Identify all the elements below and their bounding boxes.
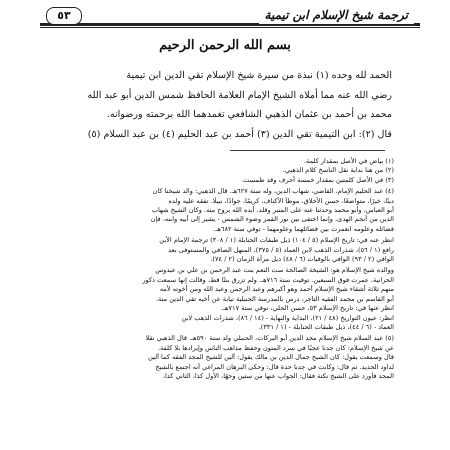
footnote-line: الوافي (٢ / ٩٣) الوافي بالوفيات (٦ / ٤٨) ذيل مرآة الزمان (٢ / ٧٤). — [210, 255, 394, 264]
main-line: الحمد لله وحده (١) نبذة من سيرة شيخ الإسلام تقي الدين ابن تيمية — [126, 70, 392, 81]
footnote-line: انظر: عيون التواريخ (٤٨ / ٢١)، البداية والنهاية - (١٤ / ٨٦)، شذرات الذهب لابن — [181, 313, 394, 322]
page-number: ٥٣ — [46, 7, 82, 25]
footnote-line: (٤) عبد الحليم الإمام، القاضي، شهاب الدين، وله ستة ٦٢٧هـ. قال الذهبي: والد شيخنا كان — [152, 187, 394, 196]
main-line: قال (٢): ابن التيمية تقي الدين (٣) أحمد بن عبد الحليم (٤) بن عبد السلام (٥) — [87, 128, 392, 140]
footnote-line: (١) بياض في الأصل بمقدار كلمة. — [303, 157, 394, 165]
footnote-line: أبو العباس، وأبو محمد وحدثنا عنه على المنبر وقلد، أيده الله بروح منه. وكان الشيخ شهاب — [151, 206, 394, 215]
footnote-line: (٥) عبد السلام شيخ الإسلام مجد الدين أبو البركات، الحنبلي ولد ستة ٥٩٠هـ. قال الذهبي نقلا — [145, 334, 394, 343]
footnote-line: دينًا، خيرًا، متواضعًا، حسن الأخلاق، موطأ الأكناف، كريمًا، جوادًا، نبيلًا. تفقه عليه ولده — [168, 196, 394, 205]
page-header — [40, 6, 420, 30]
footnote-line: ووالده شيخ الإسلام هو: الشيخة الصالحة ست النعم بنت عبد الرحمن بن علي بن عبدوس — [155, 266, 394, 275]
footnote-line: قال وسمعت يقول: كان الشيخ جمال الدين بن مالك يقول: أُلين للشيخ المجد الفقه كما أُلين — [148, 353, 394, 362]
footnote-line: رافع (١ / ٥٦)، شذرات الذهب لابن العماد (٥ / ٣٧٥)، المنهل الصافي والمستوفى بعد — [168, 245, 394, 254]
footnote-line: انظر عنه في: تاريخ الإسلام (٥ / ١٠٤) ذيل طبقات الحنابلة (١ / ٣٠٨) ترجمة الإمام الأبن — [159, 236, 394, 245]
footnotes — [62, 157, 394, 381]
footnote-line: لداود الحديد. ثم قال: وكانت في جدنا حدة قال: وحكى البرهان المراغي أنه اجتمع بالشيخ — [155, 362, 394, 371]
footnote-line: الدين من أنجم الهدى، وإنما اختفى بين نور القمر وضوء الشمس - يشير إلى أبيه وابنه، فإن — [150, 215, 394, 224]
running-head: ترجمة شيخ الإسلام ابن تيمية — [259, 6, 414, 24]
footnote-line: العماد - (٦ / ٤٤)، ذيل طبقات الحنابلة - (١ / ٣٣١). — [258, 322, 394, 331]
footnote-line: (٣) في الأصل كلمتين بمقدار خمسة أحرف وقد طمست. — [241, 175, 394, 184]
header-rule-thin — [40, 27, 420, 28]
main-line: محمد بن أحمد بن عثمان الذهبي الشافعي تغمدهما الله برحمته ورضوانه. — [106, 109, 392, 120]
footnote-divider — [230, 150, 385, 151]
footnote-line: (٢) من هنا بداية نقل الناسخ كلام الذهبي. — [282, 166, 394, 175]
footnote-line: فضائله وعلومه انغمرت بين فضائلهما وعلومهما - توفي ستة ٦٨٢هـ. — [213, 224, 394, 233]
footnote-line: انظر عنها في: تاريخ الإسلام ٥٣، حسن الحلي، توفي ستة ٧١٧هـ. — [221, 304, 394, 313]
main-text — [74, 66, 392, 144]
footnote-line: منهم ثلاثة أشقاء شيخ الإسلام أحمد وهو أكبرهم وعبد الرحمن وعبد الله ومن أخوته لأمه — [159, 285, 394, 294]
basmala: بسم الله الرحمن الرحيم — [159, 38, 291, 53]
footnote-line: أبو القاسم بن محمد الفقيه التاجر، درس بالمدرسة الحنبلية نيابة عن أخيه تقي الدين منة. — [155, 294, 394, 303]
footnote-line: عن شيخ الإسلام: كان جدنا عجبًا في سرد المتون وحفظ مذاهب الناس وإيرادها بلا كلفة. — [158, 343, 394, 352]
footnote-line: الحرانية، عمرت فوق السبعين. توفيت ستة ٧١٦هـ. ولم تزرق بنتًا قط، وقالت إنها سمعت ذكور — [142, 275, 394, 284]
main-line: رضي الله عنه مما أملاه الشيخ الإمام العلامة الحافظ شمس الدين أبو عبد الله — [87, 89, 392, 101]
footnote-line: المجد فأورد على الشيخ نكتة فقال: الجواب عنها من ستين وجهًا، الأول كذا، الثاني كذا، — [162, 371, 394, 380]
